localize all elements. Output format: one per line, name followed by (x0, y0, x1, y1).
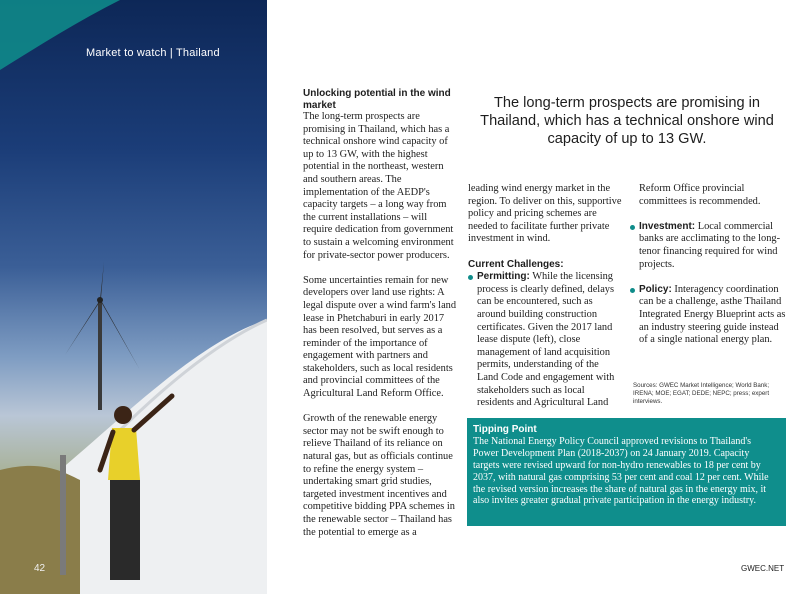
bullet-policy (630, 284, 786, 347)
bullet-label: Permitting: (477, 271, 530, 283)
tipping-point-text: The National Energy Policy Council approved revisions to Thailand's Power Development Plan (2018-2037) on 24 January 2019. Capacity targets were revised upward for non-hydro renewables to 18 per cent by 2037, with natural gas comprising 53 per cent and coal 12 per cent. While the revised version increases the share of natural gas in the energy mix, it also invites greater gradual private participation in the energy industry. (473, 435, 769, 507)
bullet-permitting (468, 271, 622, 410)
tipping-point-box (467, 418, 786, 526)
paragraph: Growth of the renewable energy sector may not be swift enough to relieve Thailand of its reliance on natural gas, but as officials continue to refine the energy system – undertaking smart grid studies, targeted investment incentives and competitive bidding PPA schemes in the renewable sector – Thailand has the potential to emerge as a (303, 413, 456, 538)
paragraph: Some uncertainties remain for new developers over land use rights: A legal dispute over a wind farm's land lease in Phetchaburi in early 2017 has been resolved, but serves as a reminder of the importance of engagement with partners and stakeholders, such as local residents and provincial committees of the Agricultural Land Reform Office. (303, 274, 457, 400)
pull-quote: The long-term prospects are promising in Thailand, which has a technical onshore wind capacity of up to 13 GW. (480, 95, 774, 148)
bullet-dot-icon (630, 288, 635, 293)
wind-turbine-illustration (0, 0, 267, 594)
footer-site: GWEC.NET (741, 564, 785, 573)
bullet-dot-icon (630, 225, 635, 230)
bullet-label: Investment: (639, 220, 696, 232)
paragraph: Reform Office provincial committees is recommended. (639, 183, 761, 207)
cover-photo (0, 0, 267, 594)
sources-note: Sources: GWEC Market Intelligence; World Bank; IRENA; MOE; EGAT; DEDE; NEPC; press; expert interviews. (633, 382, 770, 405)
section-header: Market to watch | Thailand (86, 47, 220, 59)
paragraph: leading wind energy market in the region. To deliver on this, supportive policy and pricing schemes are needed to facilitate further private investment in wind. (468, 183, 622, 245)
bullet-text: Interagency coordination can be a challenge, asthe Thailand Integrated Energy Blueprint acts as an industry steering guide instead of a single national energy plan. (639, 283, 786, 346)
challenges-heading: Current Challenges: (468, 258, 564, 270)
paragraph: The long-term prospects are promising in Thailand, which has a technical onshore wind capacity of up to 13 GW, with the highest potential in the northeast, western and southern areas. The implementation of the AEDP's capacity targets – a long way from the current installations – will require dedication from government to sustain a welcoming environment for private-sector power producers. (303, 111, 454, 261)
tipping-point-title: Tipping Point (473, 424, 537, 435)
bullet-dot-icon (468, 275, 473, 280)
column-3 (630, 183, 786, 359)
column-2 (468, 183, 622, 422)
bullet-investment (630, 221, 786, 271)
bullet-text: Local commercial banks are acclimating to the long-tenor financing required for wind projects. (639, 220, 781, 270)
column-1 (303, 88, 459, 552)
section-heading: Unlocking potential in the wind market (303, 88, 451, 111)
page-number: 42 (34, 563, 46, 574)
bullet-label: Policy: (639, 283, 672, 295)
bullet-text: While the licensing process is clearly defined, delays can be encountered, such as around building construction certificates. Given the 2017 land lease dispute (left), close management of land acquisition permits, understanding of the Land Code and engagement with stakeholders such as local residents and Agricultural Land (477, 271, 615, 409)
